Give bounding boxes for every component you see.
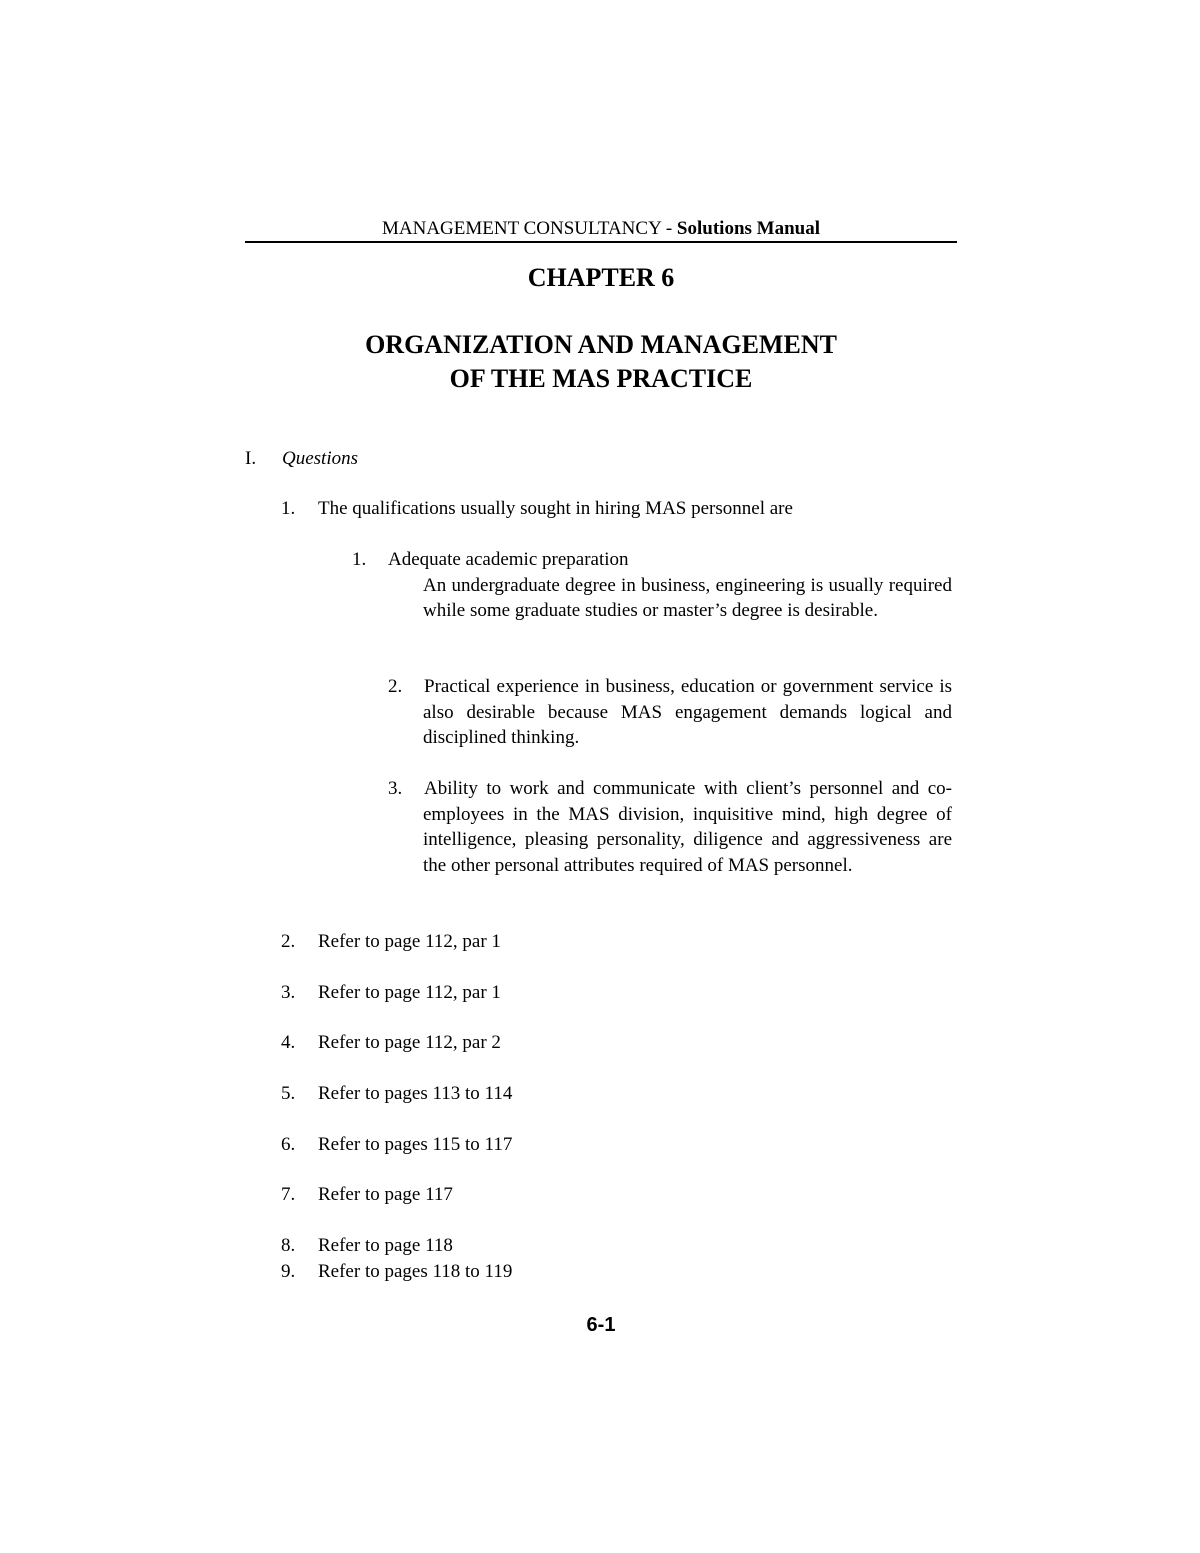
question-text: Refer to page 112, par 2 xyxy=(318,1032,501,1053)
sub-item xyxy=(352,547,952,624)
question-number: 3. xyxy=(281,982,296,1003)
question-text: Refer to page 118 xyxy=(318,1235,453,1256)
question-item xyxy=(281,1259,512,1285)
question-text: Refer to page 112, par 1 xyxy=(318,982,501,1003)
sub-item-number: 2. xyxy=(388,676,403,697)
page-number: 6-1 xyxy=(586,1314,616,1336)
sub-item-heading: Adequate academic preparation xyxy=(388,549,629,570)
question-item xyxy=(281,1233,453,1259)
question-text: Refer to page 117 xyxy=(318,1184,453,1205)
question-item xyxy=(281,496,793,522)
question-number: 2. xyxy=(281,931,296,952)
chapter-title xyxy=(245,328,957,396)
chapter-heading: CHAPTER 6 xyxy=(527,263,675,292)
running-head-subtitle: Solutions Manual xyxy=(676,218,820,239)
question-number: 7. xyxy=(281,1184,296,1205)
question-number: 9. xyxy=(281,1261,296,1282)
running-head-main: MANAGEMENT CONSULTANCY - xyxy=(381,218,677,239)
sub-item-body: An undergraduate degree in business, engineering is usually required while some graduate studies or master’s degree is desirable. xyxy=(423,574,952,621)
question-text: Refer to pages 115 to 117 xyxy=(318,1134,513,1155)
chapter-title-line-2: OF THE MAS PRACTICE xyxy=(449,364,753,393)
sub-item-number: 1. xyxy=(352,549,367,570)
sub-item xyxy=(352,776,952,878)
question-item xyxy=(281,1132,512,1158)
question-number: 4. xyxy=(281,1032,296,1053)
sub-item-number: 3. xyxy=(388,778,403,799)
question-item xyxy=(281,1030,501,1056)
section-label: Questions xyxy=(282,448,358,469)
sub-item xyxy=(352,674,952,751)
question-item xyxy=(281,929,501,955)
question-item xyxy=(281,980,501,1006)
sub-item-body: Ability to work and communicate with client’s personnel and co-employees in the MAS division, inquisitive mind, high degree of intelligence, pleasing personality, diligence and aggressiveness are the other personal attributes required of MAS personnel. xyxy=(423,778,952,876)
section-heading xyxy=(245,446,358,472)
question-item xyxy=(281,1182,453,1208)
question-text: Refer to pages 113 to 114 xyxy=(318,1083,513,1104)
question-number: 1. xyxy=(281,498,296,519)
chapter-title-line-1: ORGANIZATION AND MANAGEMENT xyxy=(365,330,837,359)
question-text: Refer to page 112, par 1 xyxy=(318,931,501,952)
running-head xyxy=(245,216,957,242)
sub-item-body: Practical experience in business, education or government service is also desirable because MAS engagement demands logical and disciplined thinking. xyxy=(423,676,952,748)
question-item xyxy=(281,1081,512,1107)
question-text: The qualifications usually sought in hiring MAS personnel are xyxy=(318,498,793,519)
header-rule xyxy=(245,241,957,243)
question-text: Refer to pages 118 to 119 xyxy=(318,1261,513,1282)
section-numeral: I. xyxy=(245,448,257,469)
question-number: 5. xyxy=(281,1083,296,1104)
question-number: 8. xyxy=(281,1235,296,1256)
question-number: 6. xyxy=(281,1134,296,1155)
